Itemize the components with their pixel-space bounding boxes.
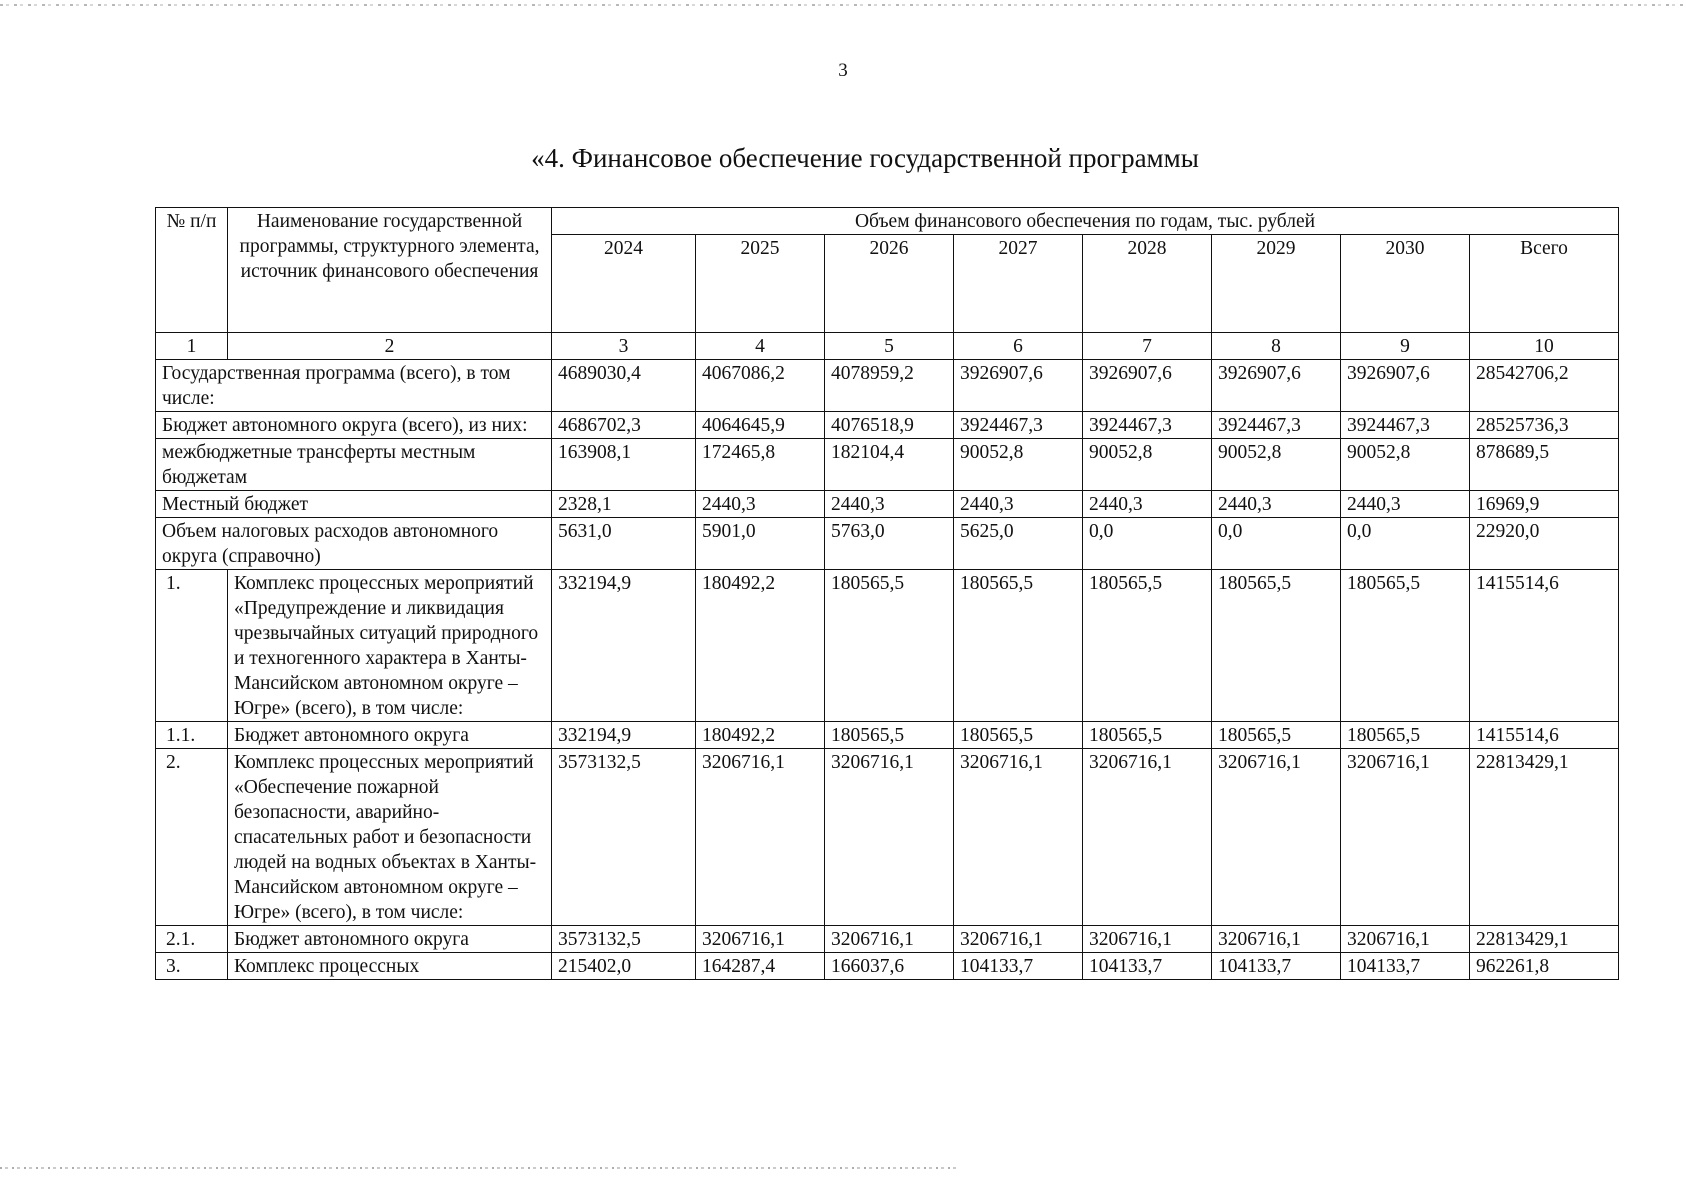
row-value: 90052,8 bbox=[1341, 439, 1470, 491]
row-index: 1.1. bbox=[156, 722, 228, 749]
row-value: 878689,5 bbox=[1470, 439, 1619, 491]
row-value: 180565,5 bbox=[1212, 722, 1341, 749]
table-row-complex-3 bbox=[156, 953, 1619, 980]
header-year: 2029 bbox=[1212, 235, 1341, 333]
row-value: 4078959,2 bbox=[825, 360, 954, 412]
row-name: Местный бюджет bbox=[156, 491, 552, 518]
row-value: 104133,7 bbox=[1341, 953, 1470, 980]
header-total: Всего bbox=[1470, 235, 1619, 333]
row-value: 180565,5 bbox=[825, 722, 954, 749]
row-value: 4686702,3 bbox=[552, 412, 696, 439]
row-value: 5625,0 bbox=[954, 518, 1083, 570]
row-value: 180565,5 bbox=[954, 722, 1083, 749]
row-name: Объем налоговых расходов автономного округа (справочно) bbox=[156, 518, 552, 570]
row-index: 3. bbox=[156, 953, 228, 980]
row-value: 163908,1 bbox=[552, 439, 696, 491]
row-value: 3206716,1 bbox=[954, 749, 1083, 926]
table-row-complex-2-1 bbox=[156, 926, 1619, 953]
row-value: 3573132,5 bbox=[552, 926, 696, 953]
column-number: 1 bbox=[156, 333, 228, 360]
row-value: 90052,8 bbox=[954, 439, 1083, 491]
document-title: «4. Финансовое обеспечение государственной программы bbox=[531, 143, 1199, 173]
row-value: 3924467,3 bbox=[1083, 412, 1212, 439]
row-value: 3206716,1 bbox=[1083, 749, 1212, 926]
row-value: 180565,5 bbox=[1083, 570, 1212, 722]
header-volume: Объем финансового обеспечения по годам, тыс. рублей bbox=[552, 208, 1619, 235]
header-year: 2030 bbox=[1341, 235, 1470, 333]
row-value: 3206716,1 bbox=[825, 926, 954, 953]
row-value: 22920,0 bbox=[1470, 518, 1619, 570]
table-row-okrug-budget bbox=[156, 412, 1619, 439]
table-row-complex-1-1 bbox=[156, 722, 1619, 749]
column-number: 10 bbox=[1470, 333, 1619, 360]
row-value: 3924467,3 bbox=[1341, 412, 1470, 439]
row-value: 28525736,3 bbox=[1470, 412, 1619, 439]
row-name: Комплекс процессных мероприятий «Обеспечение пожарной безопасности, аварийно-спасательных работ и безопасности людей на водных объектах в Ханты-Мансийском автономном округе – Югре» (всего), в том числе: bbox=[228, 749, 552, 926]
row-value: 166037,6 bbox=[825, 953, 954, 980]
row-value: 90052,8 bbox=[1083, 439, 1212, 491]
row-value: 180565,5 bbox=[1341, 722, 1470, 749]
row-value: 0,0 bbox=[1083, 518, 1212, 570]
row-name: Государственная программа (всего), в том числе: bbox=[156, 360, 552, 412]
table-row-program-total bbox=[156, 360, 1619, 412]
column-number: 2 bbox=[228, 333, 552, 360]
row-value: 962261,8 bbox=[1470, 953, 1619, 980]
row-value: 4064645,9 bbox=[696, 412, 825, 439]
row-value: 4076518,9 bbox=[825, 412, 954, 439]
row-value: 2440,3 bbox=[1212, 491, 1341, 518]
header-year: 2027 bbox=[954, 235, 1083, 333]
row-value: 182104,4 bbox=[825, 439, 954, 491]
row-value: 3206716,1 bbox=[696, 926, 825, 953]
column-number: 3 bbox=[552, 333, 696, 360]
row-name: Бюджет автономного округа bbox=[228, 926, 552, 953]
header-year: 2028 bbox=[1083, 235, 1212, 333]
row-value: 90052,8 bbox=[1212, 439, 1341, 491]
row-value: 180565,5 bbox=[1212, 570, 1341, 722]
column-numbers-row bbox=[156, 333, 1619, 360]
table-row-complex-2 bbox=[156, 749, 1619, 926]
row-value: 3206716,1 bbox=[954, 926, 1083, 953]
row-name: Бюджет автономного округа (всего), из них: bbox=[156, 412, 552, 439]
row-value: 2440,3 bbox=[954, 491, 1083, 518]
row-value: 215402,0 bbox=[552, 953, 696, 980]
header-year: 2024 bbox=[552, 235, 696, 333]
row-value: 16969,9 bbox=[1470, 491, 1619, 518]
row-value: 2440,3 bbox=[1083, 491, 1212, 518]
header-name: Наименование государственной программы, структурного элемента, источник финансового обеспечения bbox=[228, 208, 552, 333]
row-value: 3206716,1 bbox=[696, 749, 825, 926]
row-index: 2.1. bbox=[156, 926, 228, 953]
row-value: 180565,5 bbox=[1341, 570, 1470, 722]
financing-table bbox=[155, 207, 1619, 980]
table-row-transfers bbox=[156, 439, 1619, 491]
row-value: 28542706,2 bbox=[1470, 360, 1619, 412]
row-value: 2440,3 bbox=[825, 491, 954, 518]
row-index: 1. bbox=[156, 570, 228, 722]
row-name: межбюджетные трансферты местным бюджетам bbox=[156, 439, 552, 491]
column-number: 5 bbox=[825, 333, 954, 360]
row-value: 3206716,1 bbox=[1083, 926, 1212, 953]
scan-artifact-bottom bbox=[0, 1167, 960, 1169]
row-value: 3206716,1 bbox=[1341, 926, 1470, 953]
column-number: 7 bbox=[1083, 333, 1212, 360]
row-value: 180565,5 bbox=[954, 570, 1083, 722]
row-value: 180492,2 bbox=[696, 570, 825, 722]
header-num: № п/п bbox=[156, 208, 228, 333]
row-value: 4689030,4 bbox=[552, 360, 696, 412]
row-value: 1415514,6 bbox=[1470, 722, 1619, 749]
column-number: 9 bbox=[1341, 333, 1470, 360]
page-number: 3 bbox=[838, 60, 848, 81]
row-value: 3206716,1 bbox=[1341, 749, 1470, 926]
row-value: 4067086,2 bbox=[696, 360, 825, 412]
row-value: 164287,4 bbox=[696, 953, 825, 980]
row-value: 180565,5 bbox=[825, 570, 954, 722]
row-value: 3924467,3 bbox=[1212, 412, 1341, 439]
row-value: 3926907,6 bbox=[954, 360, 1083, 412]
row-value: 180492,2 bbox=[696, 722, 825, 749]
column-number: 6 bbox=[954, 333, 1083, 360]
row-value: 0,0 bbox=[1212, 518, 1341, 570]
row-value: 172465,8 bbox=[696, 439, 825, 491]
row-value: 3573132,5 bbox=[552, 749, 696, 926]
row-value: 0,0 bbox=[1341, 518, 1470, 570]
table-row-tax-expenditures bbox=[156, 518, 1619, 570]
row-value: 3206716,1 bbox=[1212, 749, 1341, 926]
row-value: 104133,7 bbox=[954, 953, 1083, 980]
column-number: 8 bbox=[1212, 333, 1341, 360]
row-value: 3924467,3 bbox=[954, 412, 1083, 439]
row-value: 5901,0 bbox=[696, 518, 825, 570]
row-value: 332194,9 bbox=[552, 570, 696, 722]
row-value: 104133,7 bbox=[1083, 953, 1212, 980]
row-value: 104133,7 bbox=[1212, 953, 1341, 980]
table-row-complex-1 bbox=[156, 570, 1619, 722]
row-value: 332194,9 bbox=[552, 722, 696, 749]
row-name: Бюджет автономного округа bbox=[228, 722, 552, 749]
row-value: 180565,5 bbox=[1083, 722, 1212, 749]
row-name: Комплекс процессных bbox=[228, 953, 552, 980]
row-name: Комплекс процессных мероприятий «Предупреждение и ликвидация чрезвычайных ситуаций природного и техногенного характера в Ханты-Мансийском автономном округе – Югре» (всего), в том числе: bbox=[228, 570, 552, 722]
row-value: 5631,0 bbox=[552, 518, 696, 570]
header-row-1 bbox=[156, 208, 1619, 235]
row-index: 2. bbox=[156, 749, 228, 926]
row-value: 1415514,6 bbox=[1470, 570, 1619, 722]
row-value: 3926907,6 bbox=[1083, 360, 1212, 412]
table-row-local-budget bbox=[156, 491, 1619, 518]
header-year: 2026 bbox=[825, 235, 954, 333]
row-value: 3926907,6 bbox=[1212, 360, 1341, 412]
row-value: 5763,0 bbox=[825, 518, 954, 570]
row-value: 2440,3 bbox=[1341, 491, 1470, 518]
column-number: 4 bbox=[696, 333, 825, 360]
row-value: 22813429,1 bbox=[1470, 749, 1619, 926]
row-value: 3206716,1 bbox=[1212, 926, 1341, 953]
row-value: 2328,1 bbox=[552, 491, 696, 518]
header-year: 2025 bbox=[696, 235, 825, 333]
row-value: 22813429,1 bbox=[1470, 926, 1619, 953]
row-value: 3926907,6 bbox=[1341, 360, 1470, 412]
row-value: 3206716,1 bbox=[825, 749, 954, 926]
scan-artifact-top bbox=[0, 4, 1686, 6]
row-value: 2440,3 bbox=[696, 491, 825, 518]
